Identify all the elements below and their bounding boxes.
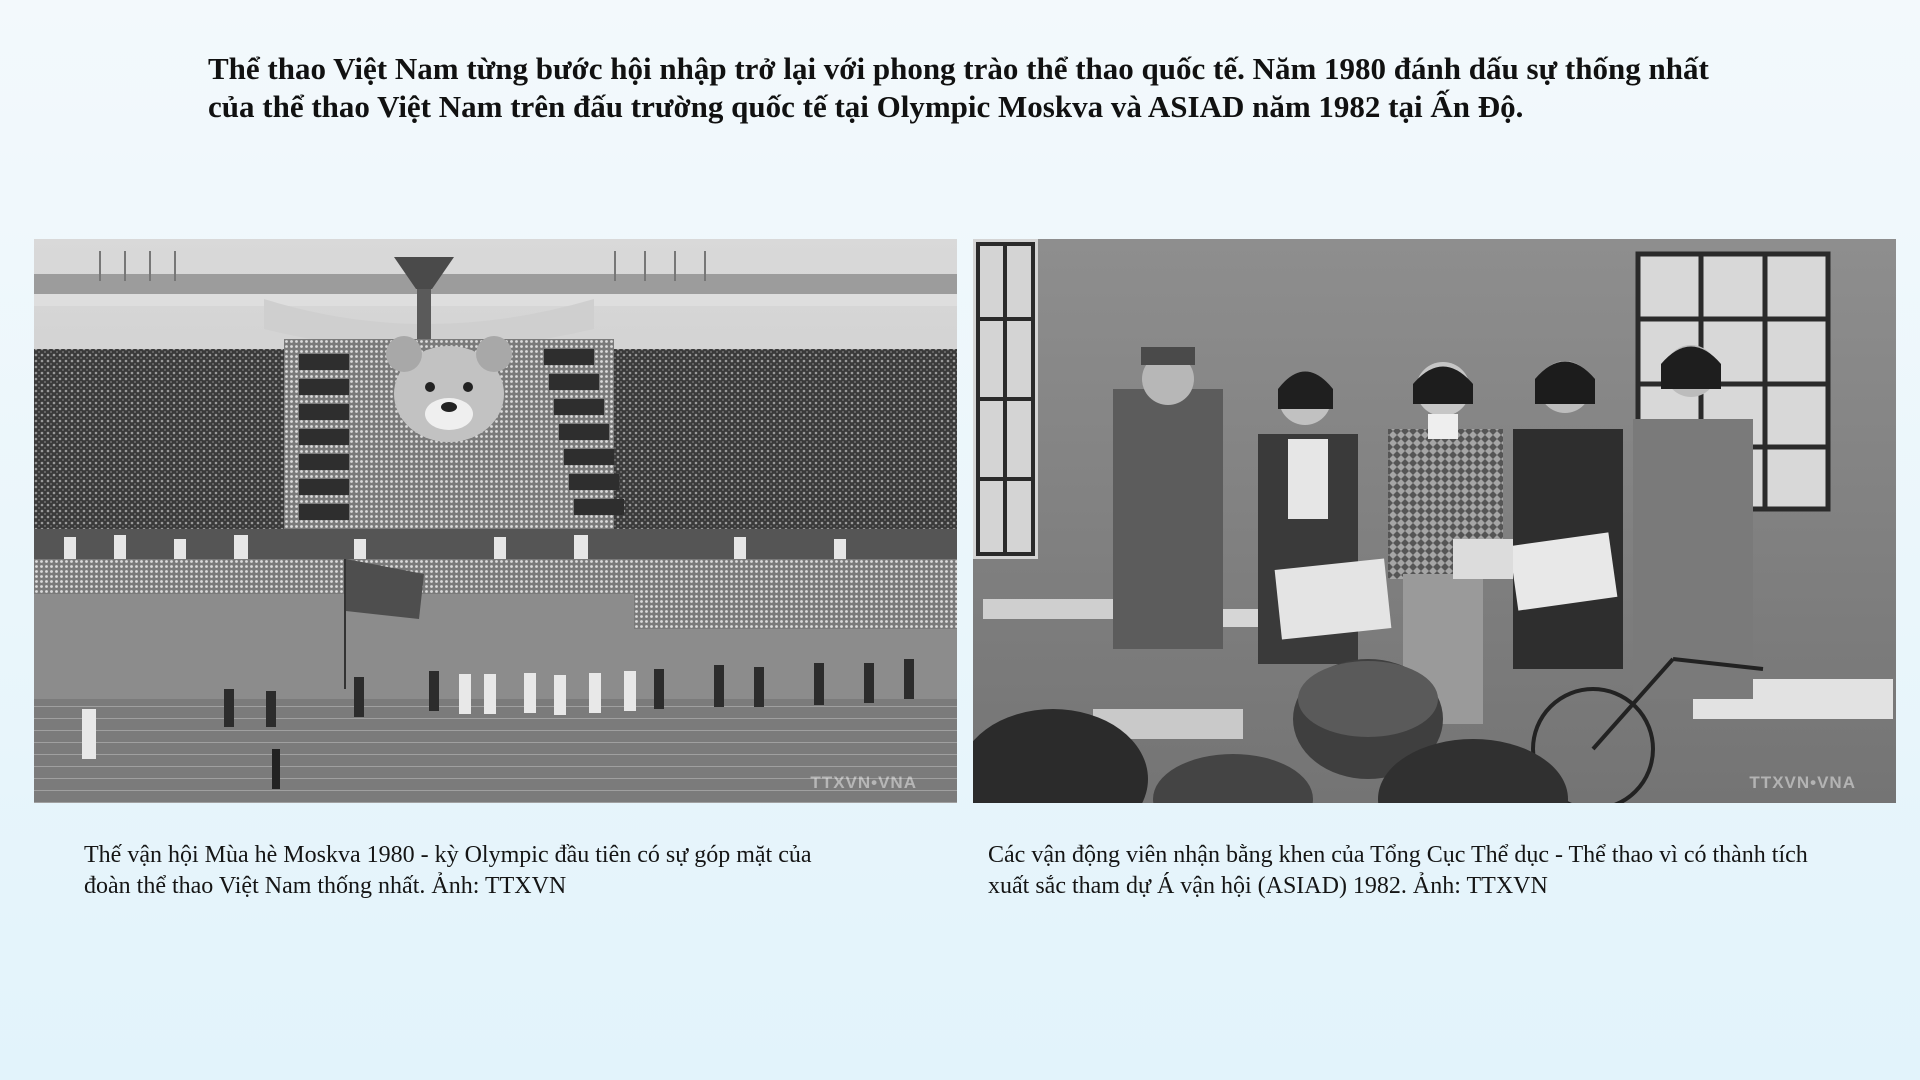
- photo-moscow-1980-parade: [34, 239, 957, 803]
- photo-watermark: TTXVN•VNA: [1749, 773, 1856, 792]
- caption-line-1: Thế vận hội Mùa hè Moskva 1980 - kỳ Olympic đầu tiên có sự góp mặt của: [84, 842, 812, 868]
- caption-asiad-1982: [988, 840, 1868, 902]
- caption-line-1: Các vận động viên nhận bằng khen của Tổng Cục Thể dục - Thể thao vì có thành tích: [988, 842, 1808, 868]
- caption-moscow-1980: [84, 840, 964, 902]
- headline-line-1: Thể thao Việt Nam từng bước hội nhập trở lại với phong trào thể thao quốc tế. Năm 1980 đánh dấu sự thống nhất: [208, 51, 1709, 86]
- stadium-scene: [34, 239, 957, 803]
- photo-asiad-1982-awards: [973, 239, 1896, 803]
- page-headline: [208, 50, 1828, 126]
- photo-watermark: TTXVN•VNA: [810, 773, 917, 792]
- headline-line-2: của thể thao Việt Nam trên đấu trường quốc tế tại Olympic Moskva và ASIAD năm 1982 tại Ấn Độ.: [208, 89, 1524, 124]
- caption-line-2: xuất sắc tham dự Á vận hội (ASIAD) 1982. Ảnh: TTXVN: [988, 873, 1548, 899]
- ceremony-scene: [973, 239, 1896, 803]
- caption-line-2: đoàn thể thao Việt Nam thống nhất. Ảnh: TTXVN: [84, 873, 567, 899]
